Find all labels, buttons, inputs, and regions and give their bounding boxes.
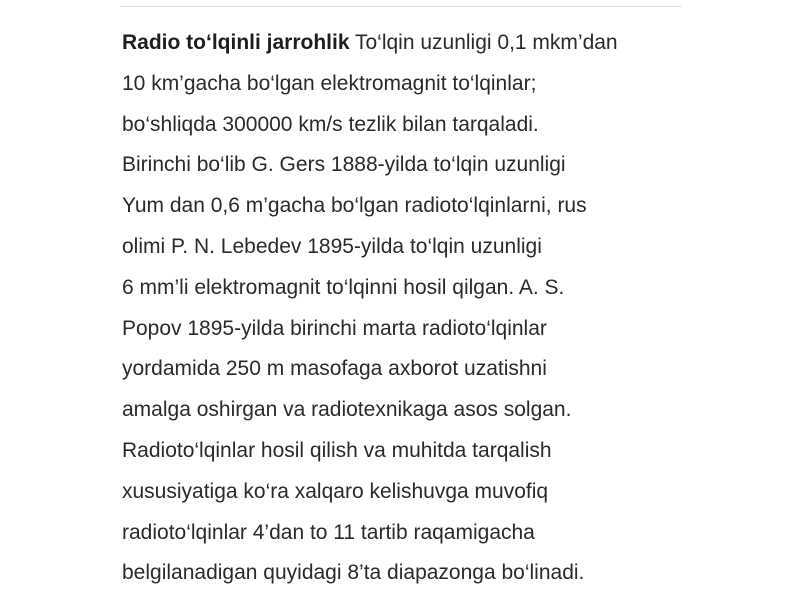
article-line-1-text: To‘lqin uzunligi 0,1 mkm’dan	[349, 31, 618, 54]
article-line: 10 km’gacha bo‘lgan elektromagnit to‘lqinlar;	[122, 71, 537, 95]
article-line: amalga oshirgan va radiotexnikaga asos solgan.	[122, 398, 572, 422]
article-line: xususiyatiga ko‘ra xalqaro kelishuvga muvofiq	[122, 479, 549, 503]
article-line: Radioto‘lqinlar hosil qilish va muhitda tarqalish	[122, 438, 552, 462]
divider	[120, 6, 682, 7]
article-line: 6 mm’li elektromagnit to‘lqinni hosil qilgan. A. S.	[122, 275, 565, 299]
article-line: Popov 1895-yilda birinchi marta radioto‘lqinlar	[122, 316, 547, 340]
article-line: bo‘shliqda 300000 km/s tezlik bilan tarqaladi.	[122, 112, 539, 136]
article-line: olimi P. N. Lebedev 1895-yilda to‘lqin uzunligi	[122, 234, 542, 258]
article-line: Yum dan 0,6 m’gacha bo‘lgan radioto‘lqinlarni, rus	[122, 194, 587, 218]
article-body	[122, 23, 722, 594]
article-line-1	[122, 23, 722, 64]
article-line: radioto‘lqinlar 4’dan to 11 tartib raqamigacha	[122, 520, 535, 544]
article-heading: Radio to‘lqinli jarrohlik	[122, 31, 350, 54]
article-line: Birinchi bo‘lib G. Gers 1888-yilda to‘lqin uzunligi	[122, 153, 566, 177]
article-line: belgilanadigan quyidagi 8’ta diapazonga bo‘linadi.	[122, 561, 585, 585]
article-line: yordamida 250 m masofaga axborot uzatishni	[122, 357, 547, 381]
